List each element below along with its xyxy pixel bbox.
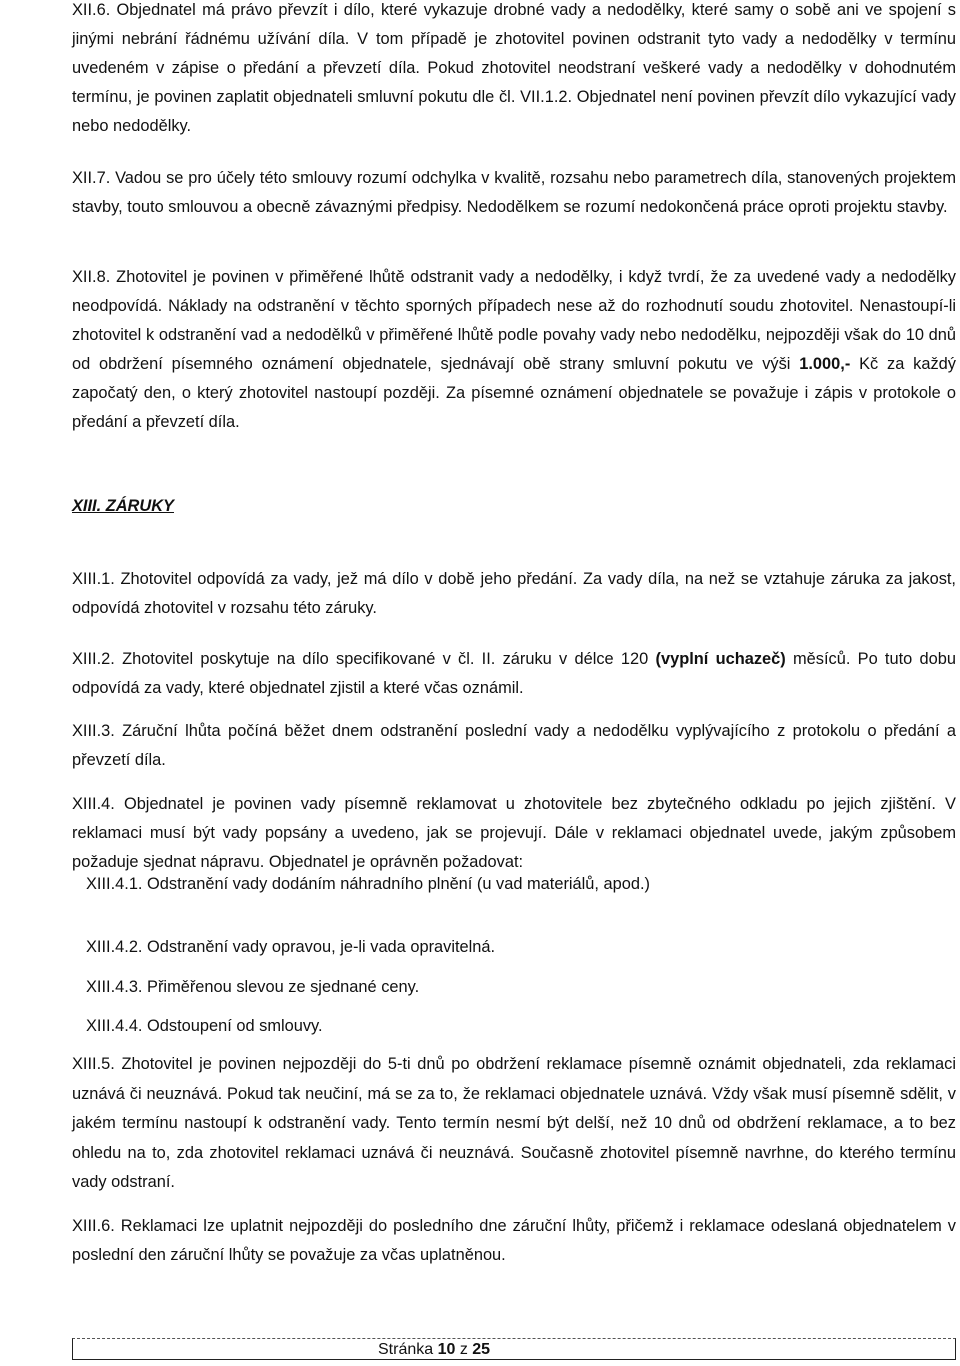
paragraph-xiii-4: XIII.4. Objednatel je povinen vady písemně reklamovat u zhotovitele bez zbytečného odkladu po jejich zjištění. V reklamaci musí být vady popsány a uvedeno, jak se projevují. Dále v reklamaci objednatel uvede, jakým způsobem požaduje sjednat nápravu. Objednatel je oprávněn požadovat: [72, 795, 956, 871]
paragraph-xiii-6: XIII.6. Reklamaci lze uplatnit nejpozději do posledního dne záruční lhůty, přičemž i reklamace odeslaná objednatelem v poslední den záruční lhůty se považuje za včas uplatněnou. [72, 1217, 956, 1264]
paragraph-xii-6: XII.6. Objednatel má právo převzít i dílo, které vykazuje drobné vady a nedodělky, které samy o sobě ani ve spojení s jinými nebrání řádnému užívání díla. V tom případě je zhotovitel povinen odstranit tyto vady a nedodělky v termínu uvedeném v zápise o předání a převzetí díla. Pokud zhotovitel neodstraní veškeré vady a nedodělky v dohodnutém termínu, je povinen zaplatit objednateli smluvní pokutu dle čl. VII.1.2. Objednatel není povinen převzít dílo vykazující vady nebo nedodělky. [72, 1, 956, 135]
subparagraph-xiii-4-1: XIII.4.1. Odstranění vady dodáním náhradního plnění (u vad materiálů, apod.) [86, 875, 651, 893]
subparagraph-xiii-4-4: XIII.4.4. Odstoupení od smlouvy. [86, 1017, 323, 1035]
paragraph-xii-8-part-b: Kč za každý započatý den, o který zhotovitel nastoupí později. Za písemné oznámení objednatele se považuje i zápis v protokole o předání a převzetí díla. [72, 355, 956, 431]
paragraph-xiii-2-part-a: XIII.2. Zhotovitel poskytuje na dílo specifikované v čl. II. záruku v délce 120 [72, 650, 656, 668]
subparagraph-xiii-4-3: XIII.4.3. Přiměřenou slevou ze sjednané ceny. [86, 978, 420, 996]
paragraph-xii-7: XII.7. Vadou se pro účely této smlouvy rozumí odchylka v kvalitě, rozsahu nebo parametrech díla, stanovených projektem stavby, touto smlouvou a obecně závaznými předpisy. Nedodělkem se rozumí nedokončená práce oproti projektu stavby. [72, 169, 956, 216]
penalty-amount: 1.000,- [799, 355, 851, 373]
bidder-fill-note: (vyplní uchazeč) [655, 650, 786, 668]
page-number [378, 1340, 490, 1360]
paragraph-xiii-1: XIII.1. Zhotovitel odpovídá za vady, jež má dílo v době jeho předání. Za vady díla, na než se vztahuje záruka za jakost, odpovídá zhotovitel v rozsahu této záruky. [72, 570, 956, 617]
paragraph-xiii-2 [72, 645, 956, 703]
paragraph-xiii-5: XIII.5. Zhotovitel je povinen nejpozději do 5-ti dnů po obdržení reklamace písemně oznámit objednateli, zda reklamaci uznává či neuznává. Pokud tak neučiní, má se za to, že reklamaci objednatele uznává. Vždy však musí písemně sdělit, v jakém termínu nastoupí k odstranění vady. Tento termín nesmí být delší, než 10 dnů od obdržení reklamace, a to bez ohledu na to, zda zhotovitel reklamaci uznává či neuznává. Současně zhotovitel písemně navrhne, do kterého termínu vady odstraní. [72, 1055, 956, 1191]
paragraph-xiii-2-part-b: měsíců. Po tuto dobu odpovídá za vady, které objednatel zjistil a které včas oznámil. [72, 650, 956, 697]
paragraph-xii-8-part-a: XII.8. Zhotovitel je povinen v přiměřené lhůtě odstranit vady a nedodělky, i když tvrdí, že za uvedené vady a nedodělky neodpovídá. Náklady na odstranění v těchto sporných případech nese až do rozhodnutí soudu zhotovitel. Nenastoupí-li zhotovitel k odstranění vad a nedodělků v přiměřené lhůtě podle povahy vady nebo nedodělku, nejpozději však do 10 dnů od obdržení písemného oznámení objednatele, sjednávají obě strany smluvní pokutu ve výši [72, 268, 956, 373]
paragraph-xiii-3: XIII.3. Záruční lhůta počíná běžet dnem odstranění poslední vady a nedodělku vyplývajícího z protokolu o předání a převzetí díla. [72, 722, 956, 769]
page-number-separator: z [455, 1341, 473, 1358]
page-number-prefix: Stránka [378, 1341, 438, 1358]
total-pages: 25 [472, 1341, 491, 1358]
paragraph-xii-8 [72, 263, 956, 437]
current-page: 10 [437, 1341, 456, 1358]
section-heading-zaruky: XIII. ZÁRUKY [72, 497, 174, 515]
subparagraph-xiii-4-2: XIII.4.2. Odstranění vady opravou, je-li vada opravitelná. [86, 938, 496, 956]
page-footer-box [72, 1338, 956, 1360]
